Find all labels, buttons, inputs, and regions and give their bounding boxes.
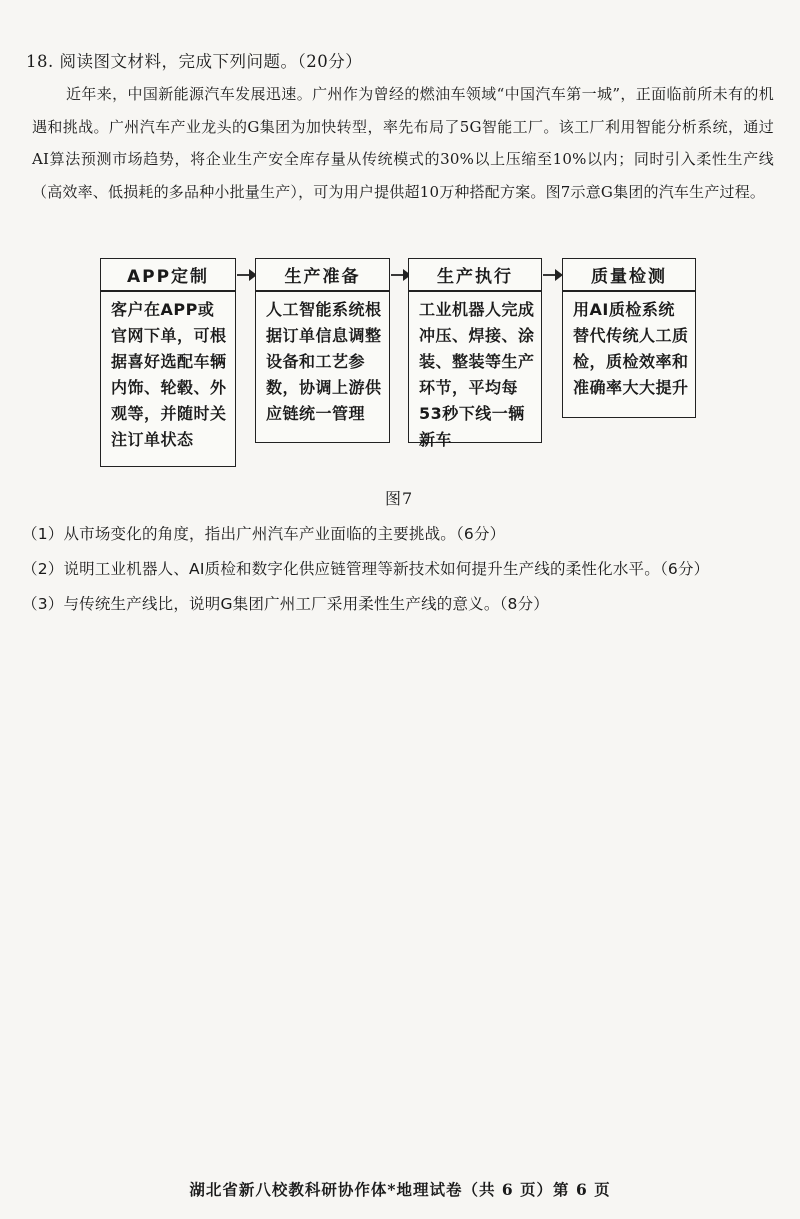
question-title: 18. 阅读图文材料，完成下列问题。（20分） [26,52,363,71]
step-body-app-customize: 客户在APP或官网下单，可根据喜好选配车辆内饰、轮毂、外观等，并随时关注订单状态 [100,291,236,467]
production-process-diagram [100,258,700,470]
step-body-quality-check: 用AI质检系统替代传统人工质检，质检效率和准确率大大提升 [562,291,696,418]
sub-question-3: （3）与传统生产线比，说明G集团广州工厂采用柔性生产线的意义。（8分） [22,595,549,613]
step-head-production-prep: 生产准备 [255,258,390,291]
sub-question-1: （1）从市场变化的角度，指出广州汽车产业面临的主要挑战。（6分） [22,525,506,543]
figure-label: 图7 [385,489,414,508]
step-body-production-prep: 人工智能系统根据订单信息调整设备和工艺参数，协调上游供应链统一管理 [255,291,390,443]
step-head-quality-check: 质量检测 [562,258,696,291]
question-paragraph: 近年来，中国新能源汽车发展迅速。广州作为曾经的燃油车领域“中国汽车第一城”，正面临前所未有的机遇和挑战。广州汽车产业龙头的G集团为加快转型，率先布局了5G智能工厂。该工厂利用智能分析系统，通过AI算法预测市场趋势，将企业生产安全库存量从传统模式的30%以上压缩至10%以内；同时引入柔性生产线（高效率、低损耗的多品种小批量生产），可为用户提供超10万种搭配方案。图7示意G集团的汽车生产过程。 [32,85,774,201]
step-head-production-exec: 生产执行 [408,258,542,291]
page-footer: 湖北省新八校教科研协作体*地理试卷（共 6 页）第 6 页 [189,1180,611,1199]
step-head-app-customize: APP定制 [100,258,236,291]
sub-question-2: （2）说明工业机器人、AI质检和数字化供应链管理等新技术如何提升生产线的柔性化水平。（6分） [22,560,710,578]
arrow-right-icon [542,265,564,285]
step-body-production-exec: 工业机器人完成冲压、焊接、涂装、整装等生产环节，平均每53秒下线一辆新车 [408,291,542,443]
